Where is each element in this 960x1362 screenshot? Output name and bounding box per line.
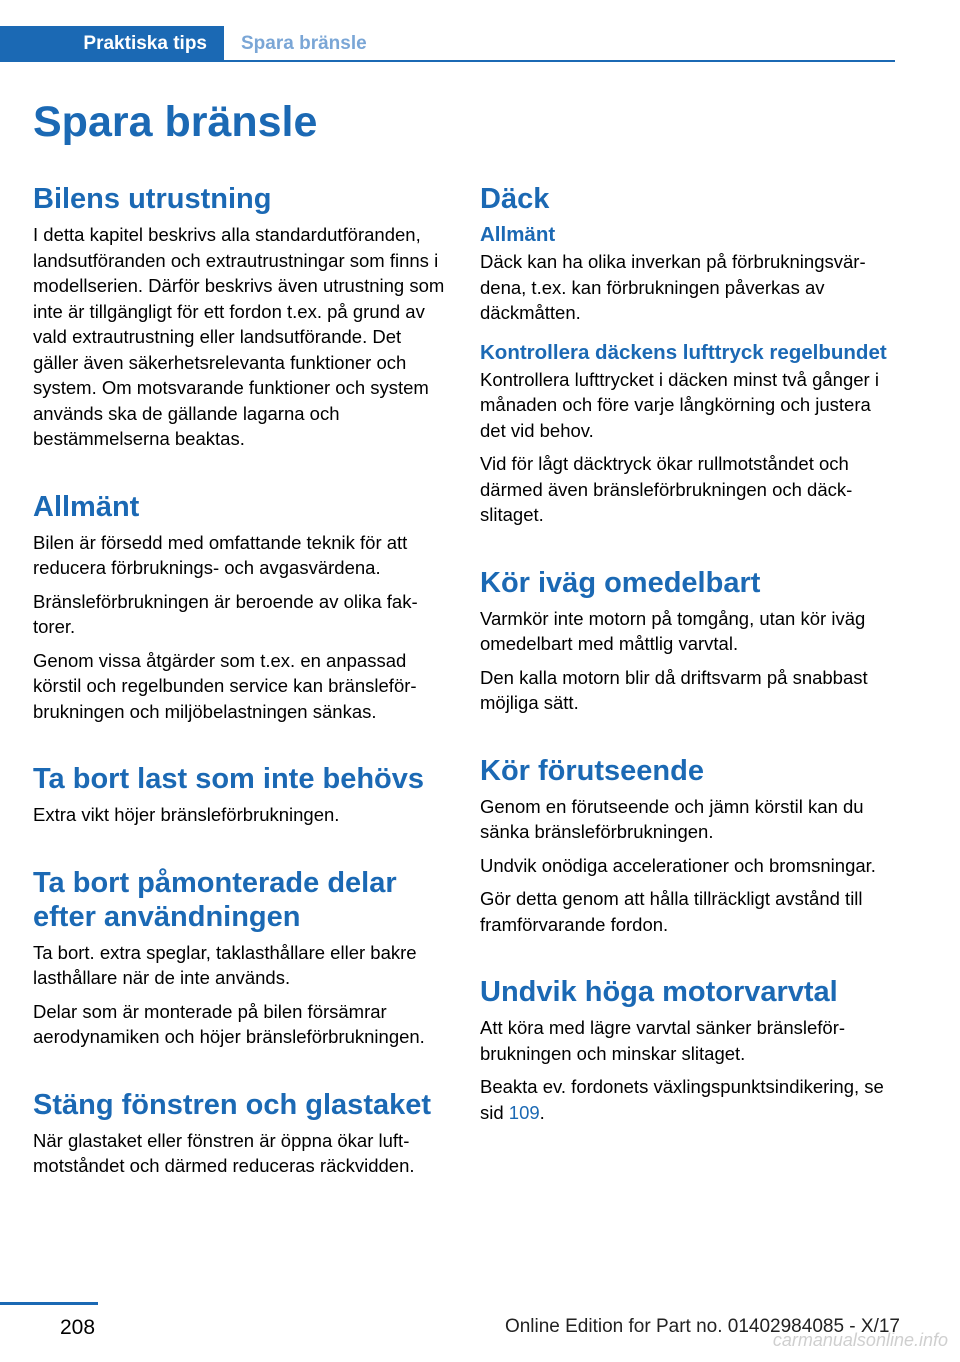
paragraph-text: Beakta ev. fordonets växlingspunktsindikering, se sid: [480, 1076, 884, 1123]
watermark: carmanualsonline.info: [772, 1330, 948, 1350]
paragraph: Att köra med lägre varvtal sänker bränsleförbrukningen och minskar slitaget.: [480, 1017, 846, 1064]
page-title: Spara bränsle: [33, 98, 318, 146]
paragraph: Vid för lågt däcktryck ökar rullmotståndet och därmed även bränsleförbrukningen och däckslitaget.: [480, 453, 853, 525]
right-column: [480, 182, 896, 1133]
header-rule: [0, 60, 895, 62]
paragraph: Gör detta genom att hålla tillräckligt avstånd till framförvarande fordon.: [480, 888, 863, 935]
tab-praktiska-tips[interactable]: Praktiska tips: [0, 26, 224, 62]
subheading-kontrollera-lufttryck: Kontrollera däckens lufttryck regelbundet: [480, 340, 887, 364]
tab-spara-bransle[interactable]: Spara bränsle: [241, 33, 367, 54]
paragraph: Genom en förutseende och jämn körstil kan du sänka bränsleförbrukningen.: [480, 795, 864, 842]
footer-rule: [0, 1302, 98, 1305]
paragraph: Ta bort. extra speglar, taklasthållare eller bakre lasthållare när de inte används.: [33, 941, 417, 988]
paragraph: Extra vikt höjer bränsleförbrukningen.: [33, 804, 340, 825]
heading-ta-bort-pamonterade-delar: Ta bort påmonterade delar efter användningen: [33, 866, 397, 933]
page-number: 208: [60, 1316, 96, 1339]
heading-allmant: Allmänt: [33, 490, 140, 523]
heading-kor-ivag: Kör iväg omedelbart: [480, 566, 761, 599]
paragraph: Varmkör inte motorn på tomgång, utan kör iväg omedelbart med måttlig varvtal.: [480, 607, 866, 654]
paragraph: I detta kapitel beskrivs alla standardutföranden, landsutföranden och extrautrustningar som finns i modellserien. Därför beskrivs även utrustning som inte är tillgängligt för ett fordon t.ex. på grund av vald extrautrustning eller landsutförande. Det gäller även säkerhetsrelevanta funktioner och system. Om motsvarande funktioner och system används ska de gällande lagarna och bestämmelserna beaktas.: [33, 224, 445, 449]
heading-bilens-utrustning: Bilens utrustning: [33, 183, 272, 215]
heading-stang-fonstren: Stäng fönstren och glastaket: [33, 1088, 432, 1121]
paragraph: Delar som är monterade på bilen försämrar aerodynamiken och höjer bränsleförbrukningen.: [33, 1000, 425, 1047]
heading-kor-forutseende: Kör förutseende: [480, 754, 704, 787]
paragraph: När glastaket eller fönstren är öppna ökar luftmotståndet och därmed reduceras räckvidden.: [33, 1129, 415, 1176]
heading-undvik-hoga-varvtal: Undvik höga motorvarvtal: [480, 976, 838, 1008]
paragraph: Bränsleförbrukningen är beroende av olika faktorer.: [33, 590, 418, 637]
header-bar: [0, 26, 895, 62]
paragraph: Den kalla motorn blir då driftsvarm på snabbast möjliga sätt.: [480, 666, 868, 713]
heading-ta-bort-last: Ta bort last som inte behövs: [33, 763, 425, 795]
paragraph: Bilen är försedd med omfattande teknik för att reducera förbruknings- och avgasvärdena.: [33, 531, 408, 578]
paragraph-end: .: [539, 1101, 545, 1123]
paragraph: Genom vissa åtgärder som t.ex. en anpassad körstil och regelbunden service kan bränsleförbrukningen och miljöbelastningen sänkas.: [33, 649, 417, 722]
subheading-allmant: Allmänt: [480, 223, 556, 246]
left-column: [33, 182, 449, 1187]
paragraph: Undvik onödiga accelerationer och bromsningar.: [480, 854, 876, 876]
paragraph-with-link: [480, 1074, 896, 1125]
paragraph: Däck kan ha olika inverkan på förbrukningsvärdena, t.ex. kan förbrukningen påverkas av däckmåtten.: [480, 251, 866, 323]
edition-note: Online Edition for Part no. 01402984085 - X/17: [504, 1316, 900, 1337]
paragraph: Kontrollera lufttrycket i däcken minst två gånger i månaden och före varje långkörning och justera det vid behov.: [480, 368, 879, 441]
heading-dack: Däck: [480, 183, 550, 215]
page-reference-link[interactable]: 109: [508, 1101, 540, 1123]
